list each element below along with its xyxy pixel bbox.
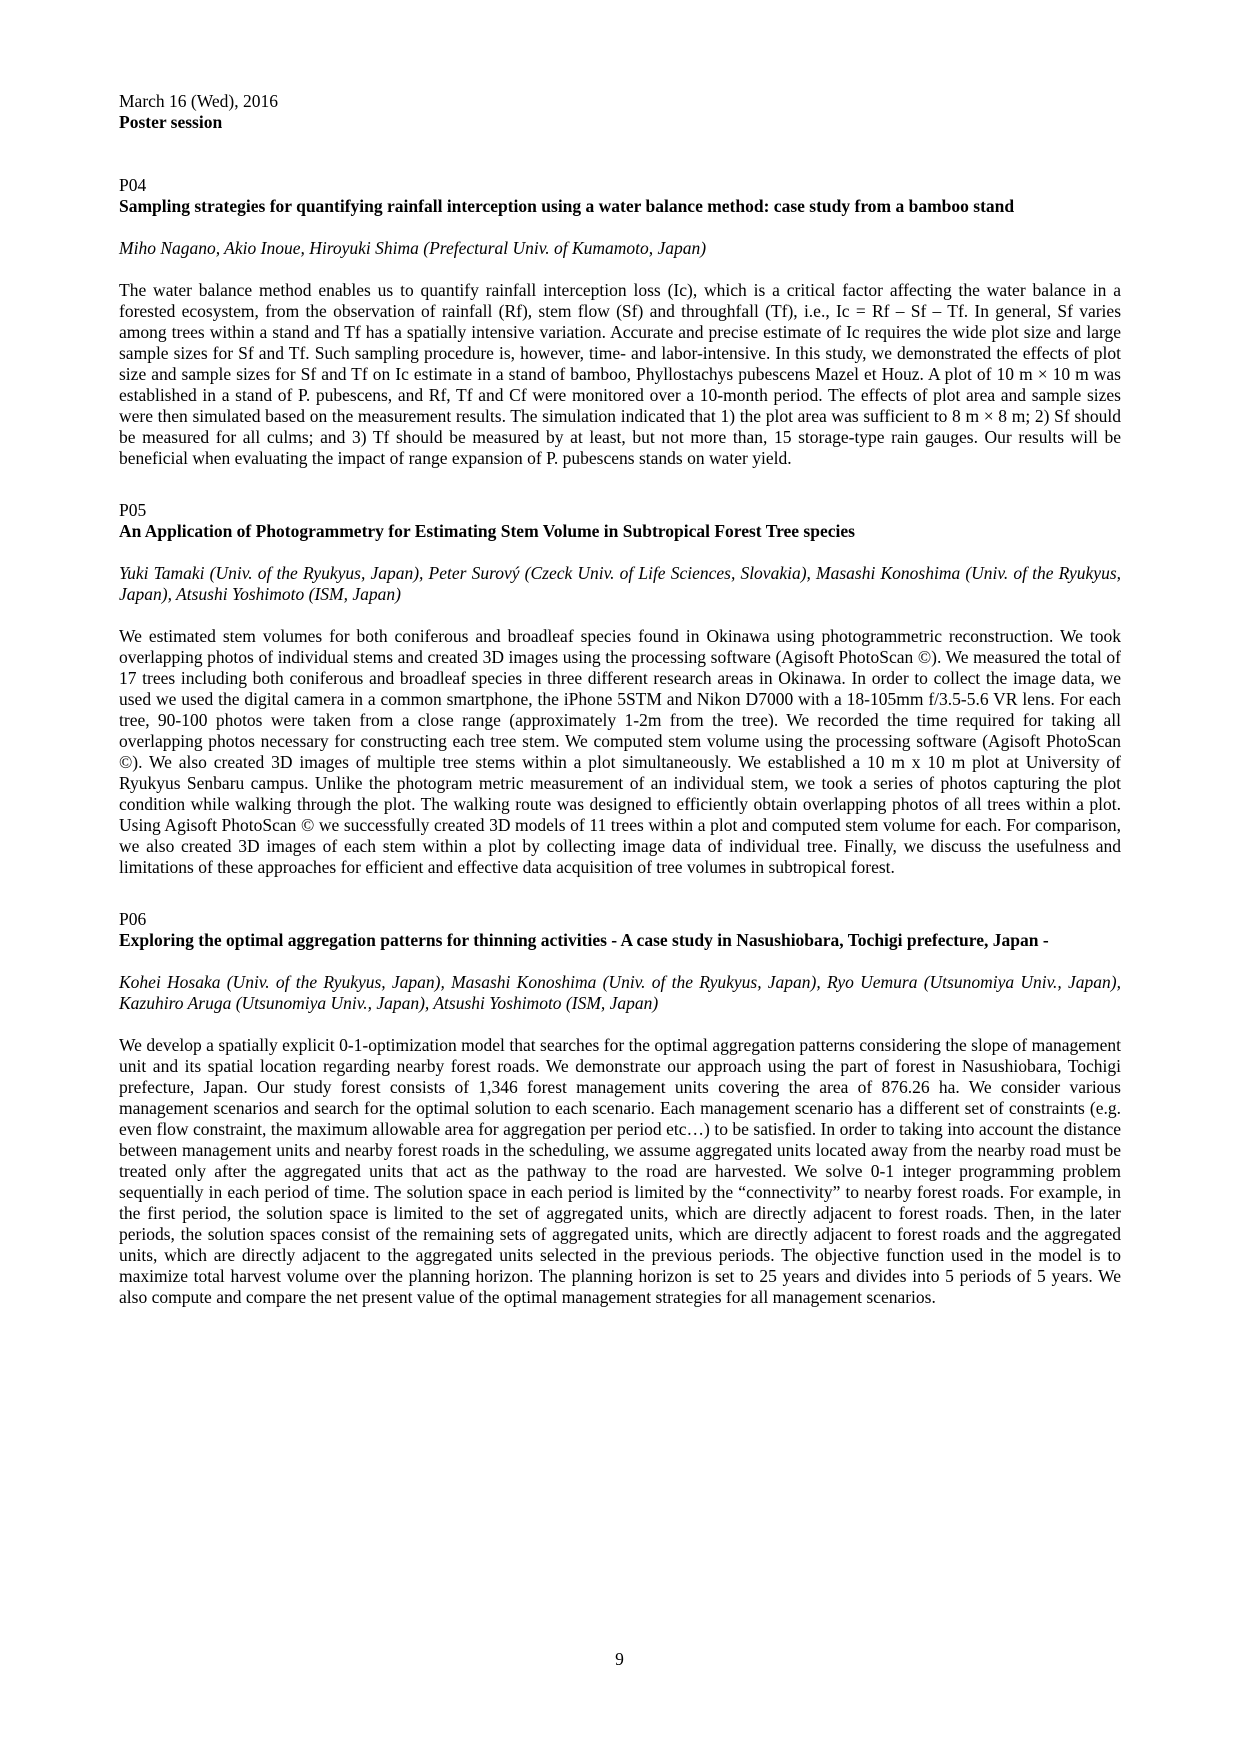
page-number: 9 bbox=[615, 1649, 624, 1669]
page-content bbox=[119, 91, 1121, 1308]
poster-title: Exploring the optimal aggregation patterns for thinning activities - A case study in Nasushiobara, Tochigi prefecture, Japan - bbox=[119, 930, 1049, 950]
poster-entry-p06 bbox=[119, 909, 1121, 1308]
session-title: Poster session bbox=[119, 112, 223, 132]
poster-authors: Yuki Tamaki (Univ. of the Ryukyus, Japan), Peter Surový (Czeck Univ. of Life Sciences, Slovakia), Masashi Konoshima (Univ. of the Ryukyus, Japan), Atsushi Yoshimoto (ISM, Japan) bbox=[119, 563, 1121, 604]
poster-title: Sampling strategies for quantifying rainfall interception using a water balance method: case study from a bamboo stand bbox=[119, 196, 1015, 216]
poster-abstract: We estimated stem volumes for both coniferous and broadleaf species found in Okinawa using photogrammetric reconstruction. We took overlapping photos of individual stems and created 3D images using the processing software (Agisoft PhotoScan ©). We measured the total of 17 trees including both coniferous and broadleaf species in three different research areas in Okinawa. In order to collect the image data, we used we used the digital camera in a common smartphone, the iPhone 5STM and Nikon D7000 with a 18-105mm f/3.5-5.6 VR lens. For each tree, 90-100 photos were taken from a close range (approximately 1-2m from the tree). We recorded the time required for taking all overlapping photos necessary for constructing each tree stem. We computed stem volume using the processing software (Agisoft PhotoScan ©). We also created 3D images of multiple tree stems within a plot simultaneously. We established a 10 m x 10 m plot at University of Ryukyus Senbaru campus. Unlike the photogram metric measurement of an individual stem, we took a series of photos capturing the plot condition while walking through the plot. The walking route was designed to efficiently obtain overlapping photos of all trees within a plot. Using Agisoft PhotoScan © we successfully created 3D models of 11 trees within a plot and computed stem volume for each. For comparison, we also created 3D images of each stem within a plot by collecting image data of individual tree. Finally, we discuss the usefulness and limitations of these approaches for efficient and effective data acquisition of tree volumes in subtropical forest. bbox=[119, 626, 1121, 877]
poster-entry-p05 bbox=[119, 500, 1121, 878]
poster-code: P04 bbox=[119, 175, 147, 195]
poster-entry-p04 bbox=[119, 175, 1121, 469]
poster-title: An Application of Photogrammetry for Estimating Stem Volume in Subtropical Forest Tree species bbox=[119, 521, 855, 541]
session-date: March 16 (Wed), 2016 bbox=[119, 91, 278, 111]
poster-code: P06 bbox=[119, 909, 147, 929]
poster-authors: Miho Nagano, Akio Inoue, Hiroyuki Shima (Prefectural Univ. of Kumamoto, Japan) bbox=[119, 238, 707, 258]
poster-authors: Kohei Hosaka (Univ. of the Ryukyus, Japan), Masashi Konoshima (Univ. of the Ryukyus, Japan), Ryo Uemura (Utsunomiya Univ., Japan), Kazuhiro Aruga (Utsunomiya Univ., Japan), Atsushi Yoshimoto (ISM, Japan) bbox=[119, 972, 1121, 1013]
poster-abstract: The water balance method enables us to quantify rainfall interception loss (Ic), which is a critical factor affecting the water balance in a forested ecosystem, from the observation of rainfall (Rf), stem flow (Sf) and throughfall (Tf), i.e., Ic = Rf – Sf – Tf. In general, Sf varies among trees within a stand and Tf has a spatially intensive variation. Accurate and precise estimate of Ic requires the wide plot size and large sample sizes for Sf and Tf. Such sampling procedure is, however, time- and labor-intensive. In this study, we demonstrated the effects of plot size and sample sizes for Sf and Tf on Ic estimate in a stand of bamboo, Phyllostachys pubescens Mazel et Houz. A plot of 10 m × 10 m was established in a stand of P. pubescens, and Rf, Tf and Cf were monitored over a 10-month period. The effects of plot area and sample sizes were then simulated based on the measurement results. The simulation indicated that 1) the plot area was sufficient to 8 m × 8 m; 2) Sf should be measured for all culms; and 3) Tf should be measured by at least, but not more than, 15 storage-type rain gauges. Our results will be beneficial when evaluating the impact of range expansion of P. pubescens stands on water yield. bbox=[119, 280, 1121, 468]
poster-abstract: We develop a spatially explicit 0-1-optimization model that searches for the optimal aggregation patterns considering the slope of management unit and its spatial location regarding nearby forest roads. We demonstrate our approach using the part of forest in Nasushiobara, Tochigi prefecture, Japan. Our study forest consists of 1,346 forest management units covering the area of 876.26 ha. We consider various management scenarios and search for the optimal solution to each scenario. Each management scenario has a different set of constraints (e.g. even flow constraint, the maximum allowable area for aggregation per period etc…) to be satisfied. In order to taking into account the distance between management units and nearby forest roads in the scheduling, we assume aggregated units located away from the nearby road must be treated only after the aggregated units that act as the pathway to the road are harvested. We solve 0-1 integer programming problem sequentially in each period of time. The solution space in each period is limited by the “connectivity” to nearby forest roads. For example, in the first period, the solution space is limited to the set of aggregated units, which are directly adjacent to forest roads. Then, in the later periods, the solution spaces consist of the remaining sets of aggregated units, which are directly adjacent to forest roads and the aggregated units, which are directly adjacent to the aggregated units selected in the previous periods. The objective function used in the model is to maximize total harvest volume over the planning horizon. The planning horizon is set to 25 years and divides into 5 periods of 5 years. We also compute and compare the net present value of the optimal management strategies for all management scenarios. bbox=[119, 1035, 1121, 1307]
poster-code: P05 bbox=[119, 500, 147, 520]
